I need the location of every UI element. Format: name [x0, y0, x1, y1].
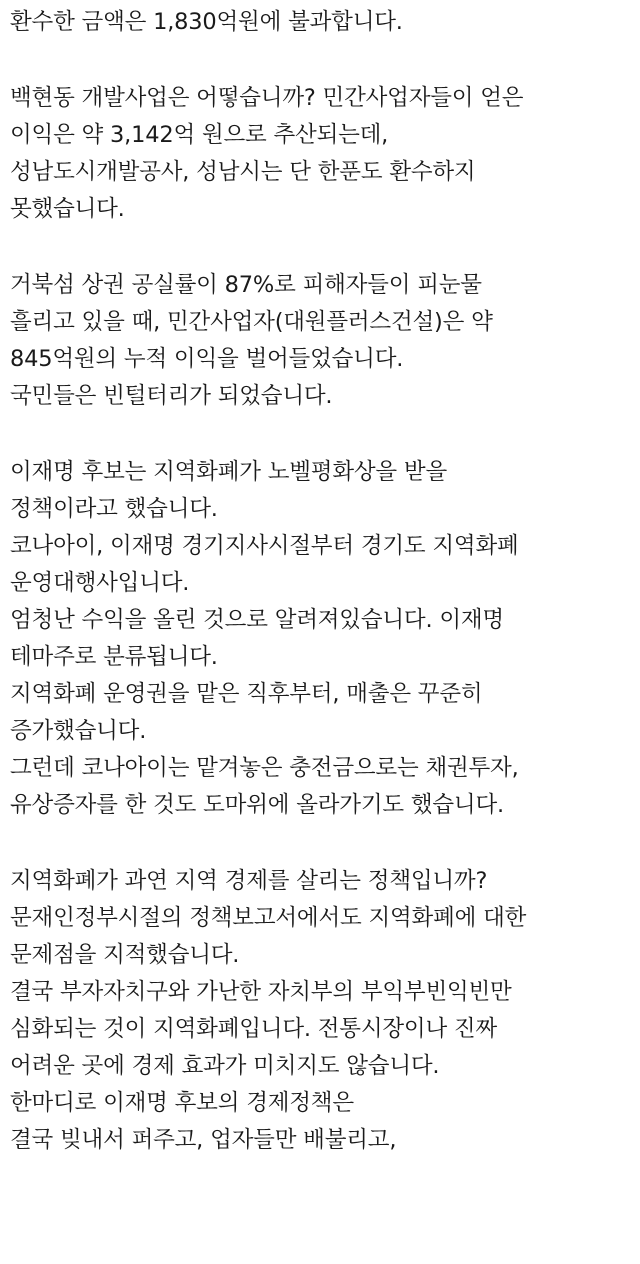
text-line: 이재명 후보는 지역화폐가 노벨평화상을 받을 [10, 459, 447, 485]
text-line: 이익은 약 3,142억 원으로 추산되는데, [10, 122, 389, 148]
paragraph-4 [10, 454, 626, 824]
text-line: 결국 부자자치구와 가난한 자치부의 부익부빈익빈만 [10, 979, 512, 1005]
text-line: 정책이라고 했습니다. [10, 496, 218, 522]
text-line: 백현동 개발사업은 어떻습니까? 민간사업자들이 얻은 [10, 85, 524, 111]
text-line: 결국 빚내서 퍼주고, 업자들만 배불리고, [10, 1127, 397, 1153]
text-line: 성남도시개발공사, 성남시는 단 한푼도 환수하지 [10, 159, 476, 185]
text-line: 흘리고 있을 때, 민간사업자(대원플러스건설)은 약 [10, 309, 493, 335]
text-line: 못했습니다. [10, 196, 125, 222]
text-line: 문재인정부시절의 정책보고서에서도 지역화폐에 대한 [10, 905, 527, 931]
text-line: 유상증자를 한 것도 도마위에 올라가기도 했습니다. [10, 792, 504, 818]
text-line: 거북섬 상권 공실률이 87%로 피해자들이 피눈물 [10, 272, 482, 298]
paragraph-3 [10, 267, 626, 415]
text-line: 지역화폐가 과연 지역 경제를 살리는 정책입니까? [10, 868, 488, 894]
text-line: 지역화폐 운영권을 맡은 직후부터, 매출은 꾸준히 [10, 681, 483, 707]
text-line: 문제점을 지적했습니다. [10, 942, 240, 968]
text-line: 코나아이, 이재명 경기지사시절부터 경기도 지역화폐 [10, 533, 519, 559]
text-line: 환수한 금액은 1,830억원에 불과합니다. [10, 9, 403, 35]
text-line: 그런데 코나아이는 맡겨놓은 충전금으로는 채권투자, [10, 755, 519, 781]
text-line: 심화되는 것이 지역화폐입니다. 전통시장이나 진짜 [10, 1016, 497, 1042]
text-line: 테마주로 분류됩니다. [10, 644, 218, 670]
text-line: 어려운 곳에 경제 효과가 미치지도 않습니다. [10, 1053, 440, 1079]
paragraph-2 [10, 80, 626, 228]
text-line: 운영대행사입니다. [10, 570, 190, 596]
text-line: 한마디로 이재명 후보의 경제정책은 [10, 1090, 354, 1116]
text-line: 증가했습니다. [10, 718, 147, 744]
paragraph-5 [10, 863, 626, 1159]
paragraph-1 [10, 4, 626, 41]
text-line: 국민들은 빈털터리가 되었습니다. [10, 383, 333, 409]
text-line: 엄청난 수익을 올린 것으로 알려져있습니다. 이재명 [10, 607, 504, 633]
text-line: 845억원의 누적 이익을 벌어들었습니다. [10, 346, 404, 372]
